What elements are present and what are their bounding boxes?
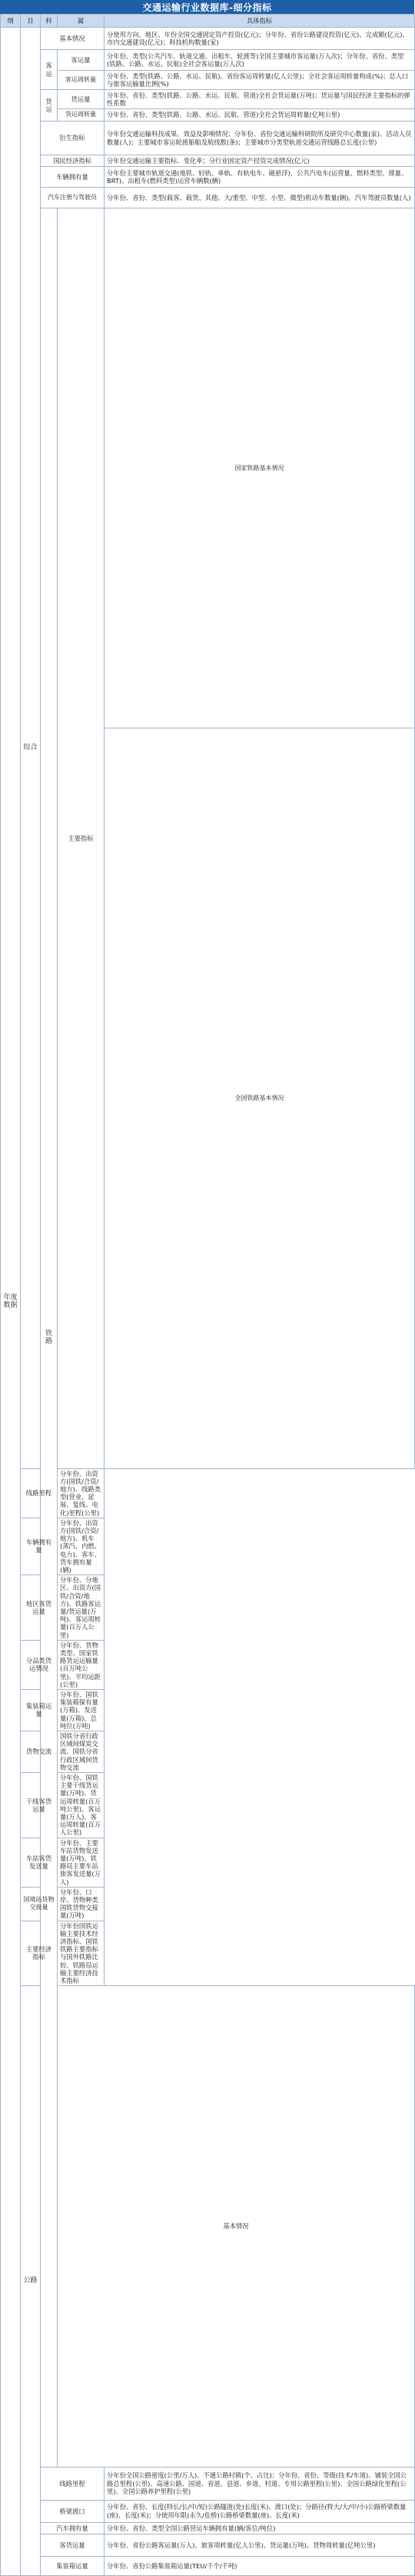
indicator-table bbox=[0, 14, 415, 2576]
ke-huowu: 货物交流 bbox=[21, 1731, 58, 1773]
detail-cell: 分年份、出资方(国铁/合资/地方)、机车(蒸汽、内燃、电力)、客车、货车拥有量(辆) bbox=[58, 1518, 105, 1575]
mu-zonghe: 综合 bbox=[21, 28, 41, 1469]
ke-xianlu-gl: 线路里程 bbox=[41, 2467, 105, 2500]
header-mu: 目 bbox=[21, 15, 41, 28]
detail-cell: 分年份国铁运输主要技术经济指标、国铁铁路主要指标与国外铁路比较、铁路局运输主要经济技术指标 bbox=[58, 1921, 105, 1986]
shu-huoyunliang: 货运量 bbox=[58, 90, 105, 109]
shu-guojia: 国家铁路基本情况 bbox=[105, 208, 415, 728]
detail-cell: 分年份、类型(铁路、公路、水运、民航)、省份客运周转量(亿人公里)；全社会客运周转量构成(%)；总人口与旅客运输量比例(%) bbox=[105, 71, 415, 90]
ke-chezhan: 车站客货发送量 bbox=[21, 1838, 58, 1887]
ke-qiaoliang: 桥梁渡口 bbox=[41, 2500, 105, 2522]
detail-cell: 分年份、省份、类型(载客、载货、其他、大/重型、中型、小型、微型)机动车数量(辆)，汽车驾驶员数量(人) bbox=[105, 188, 415, 208]
detail-cell: 分年份、主要车站货物发送量(万吨)、铁路局主要车站旅客发送量(万人) bbox=[58, 1838, 105, 1887]
table-row bbox=[1, 2556, 415, 2575]
ke-jiben-gl: 基本情况 bbox=[58, 1986, 415, 2467]
ke-pinlei: 分品类货运情况 bbox=[21, 1640, 58, 1689]
ke-ganxian: 干线客货运量 bbox=[21, 1773, 58, 1838]
table-row bbox=[1, 155, 415, 167]
detail-cell: 分年份、省份、长度(特长/长/中/短)公路隧道(处)长度(米)、渡口(处)；分路径(特大/大/中/小)公路桥梁数量(座)、长度(米)；分使用年限(永久/危桥)公路桥梁数量(座)、长度(米) bbox=[105, 2500, 415, 2522]
table-row bbox=[1, 1921, 415, 1986]
detail-cell: 分年份交通运输科技成果、效益及影响情况；分年份、省份交通运输科研院所及研究中心数量(家)、活动人员数量(人)；主要城市客运轮渡船舶及航线数(条)；主要城市分类型轨道交通运营线路总长度(公里) bbox=[105, 122, 415, 155]
table-row bbox=[1, 2467, 415, 2500]
detail-cell: 分年份、省份公路集装箱运量(TEU/千个/千吨) bbox=[105, 2556, 415, 2575]
table-row bbox=[1, 1468, 415, 1518]
table-row bbox=[1, 188, 415, 208]
table-row bbox=[1, 167, 415, 188]
table-row bbox=[1, 90, 415, 109]
ke-jizhuangxiang-tl: 集装箱运量 bbox=[21, 1689, 58, 1731]
detail-cell: 分年份、类型(公共汽车、轨道交通、出租车、轮渡等)全国主要城市客运量(万人次)；分年份、省份、类型(铁路、公路、水运、民航)全社会客运量(万人次) bbox=[105, 50, 415, 71]
header-gang: 纲 bbox=[1, 15, 21, 28]
shu-huoyun-zhouzhuan: 货运周转量 bbox=[58, 109, 105, 122]
detail-cell: 分年份、国铁集装箱保有量(万箱)、发送量(万箱)、总吨位(万吨) bbox=[58, 1689, 105, 1731]
detail-cell: 分年份主要城市轨道交通(地铁、轻轨、单轨、有轨电车、磁悬浮)、公共汽电车(运营量、燃料类型、排量、BRT)、出租车(燃料类型)运营车辆数(辆) bbox=[105, 167, 415, 188]
detail-cell: 分年份、省份公路客运量(万人)、旅客周转量(亿人公里)、货运量(万吨)、货物周转量(亿吨公里) bbox=[105, 2534, 415, 2556]
shu-quanguo: 全国铁路基本情况 bbox=[105, 728, 415, 1468]
table-row bbox=[1, 2534, 415, 2556]
table-row bbox=[1, 1575, 415, 1641]
table-row bbox=[1, 1689, 415, 1731]
mu-gonglu: 公路 bbox=[21, 1986, 41, 2575]
ke-yansheng: 衍生指标 bbox=[41, 122, 105, 155]
ke-kehuo: 客货运量 bbox=[41, 2534, 105, 2556]
ke-xianlu: 线路里程 bbox=[21, 1468, 58, 1518]
ke-qiche-gl: 汽车拥有量 bbox=[41, 2522, 105, 2534]
detail-cell: 分年份、省份、类型全国公路营运车辆拥有量(辆/客位/吨位) bbox=[105, 2522, 415, 2534]
shu-keyun-zhouzhuan: 客运周转量 bbox=[58, 71, 105, 90]
mu-tielu: 铁路 bbox=[41, 208, 58, 2468]
detail-cell: 分年份、国铁主要干线货运量(万吨)、货运周转量(百万吨公里)、客运量(万人)、客运周转量(百万人公里) bbox=[58, 1773, 105, 1838]
ke-cheliang-tl: 车辆拥有量 bbox=[21, 1518, 58, 1575]
detail-cell: 分年份、出资方(国铁/合资/地方)、线路类型(营业、延展、复线、电化)里程(公里) bbox=[58, 1468, 105, 1518]
table-row bbox=[1, 1986, 415, 2467]
table-row bbox=[1, 1518, 415, 1575]
ke-jiben: 基本情况 bbox=[41, 28, 105, 50]
detail-cell: 分年份、分地区、出资方(国铁/合资/地方)、铁路客运量/货运量(万吨)、客运周转量(百万人公里) bbox=[58, 1575, 105, 1641]
ke-huoyun: 货运 bbox=[41, 90, 58, 122]
detail-cell: 国铁分省行政区域间煤炭交流、国铁分省行政区域间货物交流 bbox=[58, 1731, 105, 1773]
detail-cell: 分年份全国公路密度(公里/万人)、不通公路村镇(个、占比)；分年份、省份、等级(技术/车道)、铺装全国公路总里程(公里)、高速公路、国道、省道、县道、乡道、村道、专用公路里程(公里)、全国公路绿化里程(公里)、全国公路养护里程(公里) bbox=[105, 2467, 415, 2500]
table-row bbox=[1, 1731, 415, 1773]
detail-cell: 分年份交通运输主要指标、变化率；分行业固定资产投资完成情况(亿元) bbox=[105, 155, 415, 167]
ke-keyun: 客运 bbox=[41, 50, 58, 90]
table-row bbox=[1, 1887, 415, 1921]
detail-cell: 分年份、省份、类型(铁路、公路、水运、民航、管道)全社会货运量(万吨)；货运量与国民经济主要指标的弹性系数 bbox=[105, 90, 415, 109]
ke-cheliang: 车辆拥有量 bbox=[41, 167, 105, 188]
detail-cell: 分年份、口岸、货物种类国铁货物交接量(万吨) bbox=[58, 1887, 105, 1921]
detail-cell: 分年份、货物类型、国家铁路货运运输量(百万吨公里)、平均运距(公里) bbox=[58, 1640, 105, 1689]
header-shu: 属 bbox=[58, 15, 105, 28]
page-title: 交通运输行业数据库-细分指标 bbox=[0, 0, 414, 14]
ke-zhuyao: 主要指标 bbox=[58, 208, 105, 1469]
table-row bbox=[1, 2522, 415, 2534]
detail-cell: 分使用方向、地区、年份全国交通固定资产投资(亿元)；分年份、省份公路建设投资(亿元)、完成额(亿元)、市内交通建设(亿元)；科技机构数量(家) bbox=[105, 28, 415, 50]
shu-keyunliang: 客运量 bbox=[58, 50, 105, 71]
table-row bbox=[1, 122, 415, 155]
table-row bbox=[1, 1838, 415, 1887]
detail-cell: 分年份、省份、类型(铁路、公路、水运、民航、管道)全社会货运周转量(亿吨公里) bbox=[105, 109, 415, 122]
table-row bbox=[1, 50, 415, 71]
table-row bbox=[1, 71, 415, 90]
table-row bbox=[1, 1640, 415, 1689]
ke-jizhuangxiang-gl: 集装箱运量 bbox=[41, 2556, 105, 2575]
table-row bbox=[1, 28, 415, 50]
table-row bbox=[1, 2500, 415, 2522]
ke-guojing: 国境站货物交接量 bbox=[21, 1887, 58, 1921]
table-row bbox=[1, 208, 415, 728]
header-row bbox=[1, 15, 415, 28]
ke-jingji: 主要经济指标 bbox=[21, 1921, 58, 1986]
header-detail: 具体指标 bbox=[105, 15, 415, 28]
table-row bbox=[1, 1773, 415, 1838]
ke-guomin: 国民经济指标 bbox=[41, 155, 105, 167]
gang-cell: 年度数据 bbox=[1, 28, 21, 2576]
ke-diqu: 地区客货运量 bbox=[21, 1575, 58, 1641]
header-ke: 科 bbox=[41, 15, 58, 28]
ke-qiche: 汽车注册与驾驶员 bbox=[41, 188, 105, 208]
table-row bbox=[1, 109, 415, 122]
